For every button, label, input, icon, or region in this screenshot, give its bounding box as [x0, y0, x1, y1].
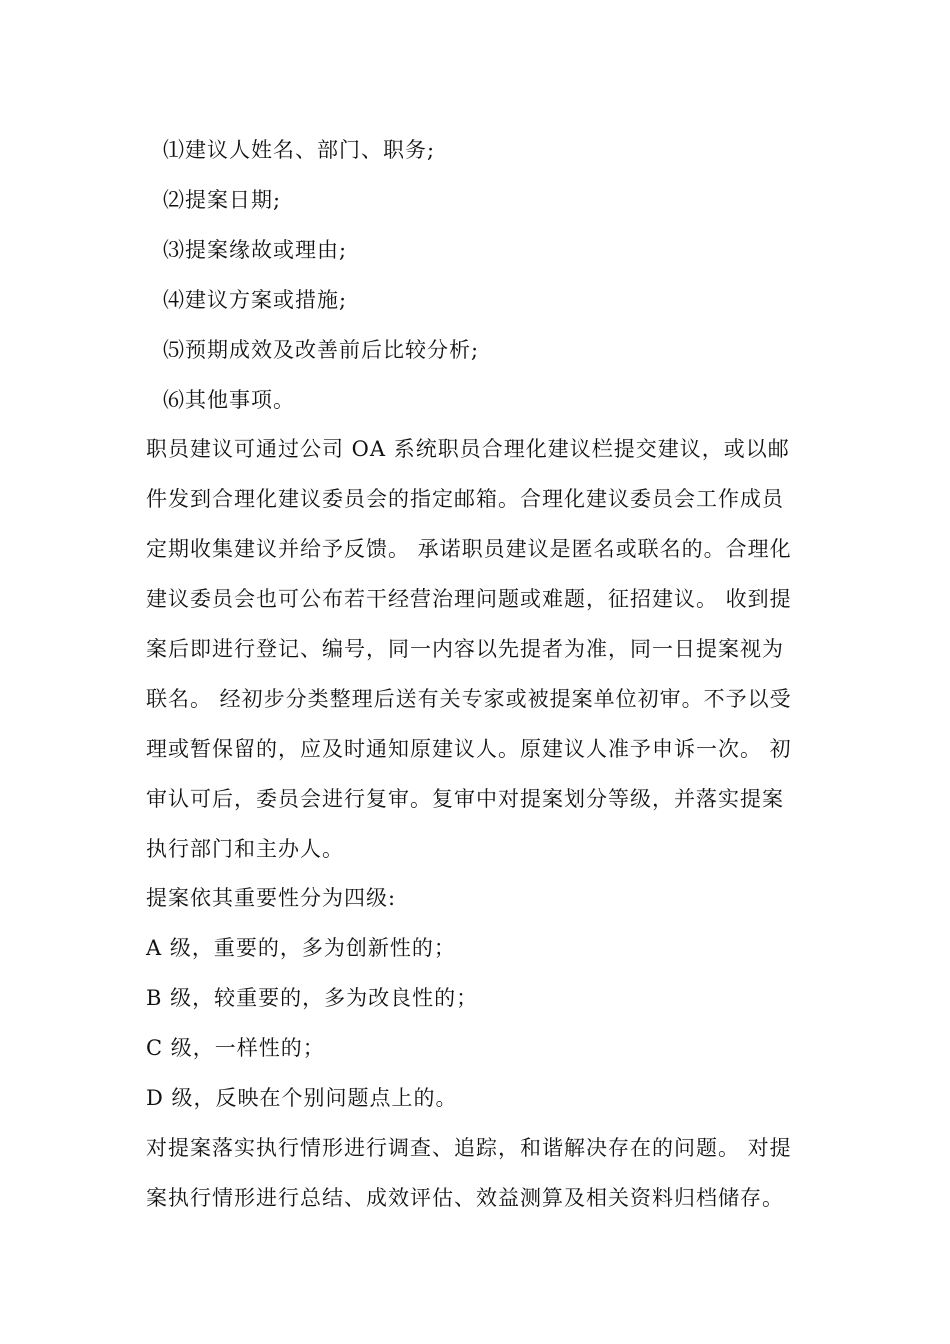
item-5: ⑸预期成效及改善前后比较分析;	[163, 338, 480, 362]
grade-b: B 级，较重要的，多为改良性的；	[146, 986, 479, 1010]
item-1: ⑴建议人姓名、部门、职务;	[163, 138, 436, 162]
paragraph-line-4: 建议委员会也可公布若干经营治理问题或难题，征招建议。 收到提	[146, 587, 792, 611]
paragraph-line-7: 理或暂保留的，应及时通知原建议人。原建议人准予申诉一次。 初	[146, 737, 792, 761]
paragraph-line-5: 案后即进行登记、编号，同一内容以先提者为准，同一日提案视为	[146, 637, 784, 661]
paragraph-line-3: 定期收集建议并给予反馈。 承诺职员建议是匿名或联名的。合理化	[146, 537, 792, 561]
grade-d: D 级，反映在个别问题点上的。	[146, 1086, 458, 1110]
closing-line-1: 对提案落实执行情形进行调查、追踪，和谐解决存在的问题。 对提	[146, 1136, 792, 1160]
grade-a: A 级，重要的，多为创新性的；	[146, 936, 456, 960]
paragraph-line-1: 职员建议可通过公司 OA 系统职员合理化建议栏提交建议，或以邮	[146, 437, 790, 461]
item-3: ⑶提案缘故或理由;	[163, 238, 348, 262]
paragraph-line-8: 审认可后，委员会进行复审。复审中对提案划分等级，并落实提案	[146, 787, 784, 811]
item-2: ⑵提案日期;	[163, 188, 282, 212]
grade-c: C 级，一样性的；	[146, 1036, 325, 1060]
closing-line-2: 案执行情形进行总结、成效评估、效益测算及相关资料归档储存。	[146, 1186, 784, 1210]
paragraph-line-9: 执行部门和主办人。	[146, 837, 344, 861]
item-4: ⑷建议方案或措施;	[163, 288, 348, 312]
paragraph-line-2: 件发到合理化建议委员会的指定邮箱。合理化建议委员会工作成员	[146, 487, 784, 511]
grades-intro: 提案依其重要性分为四级:	[146, 886, 397, 910]
item-6: ⑹其他事项。	[163, 388, 295, 412]
paragraph-line-6: 联名。 经初步分类整理后送有关专家或被提案单位初审。不予以受	[146, 687, 792, 711]
